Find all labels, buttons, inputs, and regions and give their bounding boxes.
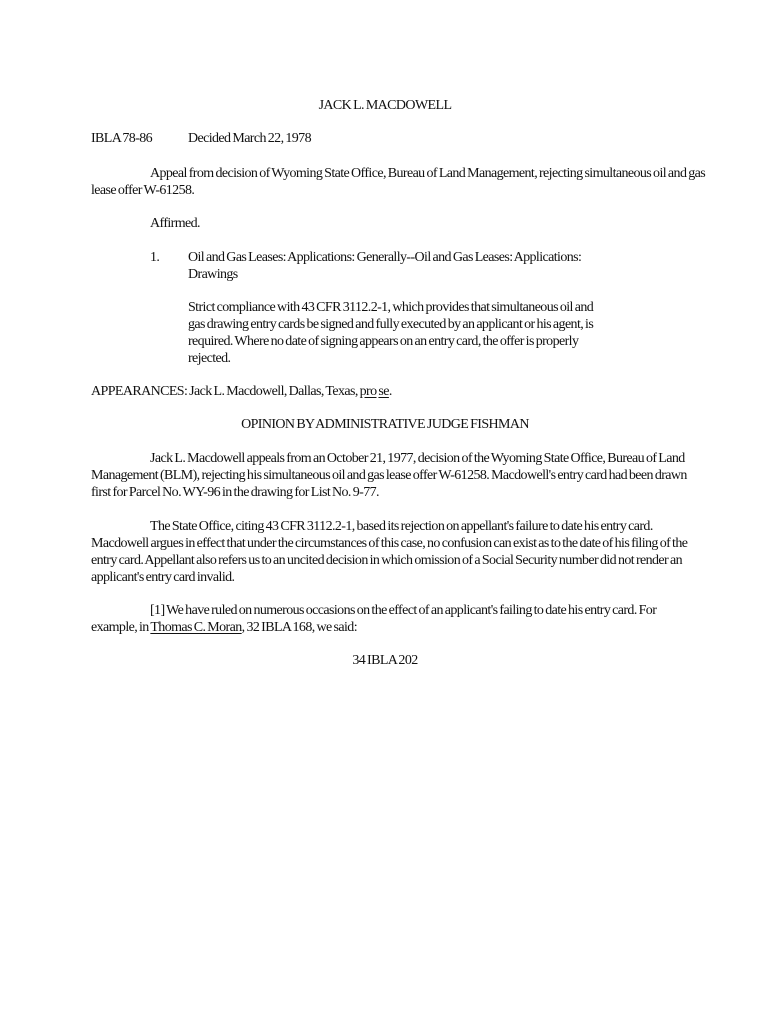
para2-line-1: The State Office, citing 43 CFR 3112.2-1, based its rejection on appellant's failure to date his entry card. xyxy=(150,519,653,534)
para3-suffix: , 32 IBLA 168, we said: xyxy=(241,620,357,635)
para2-line-4: applicant's entry card invalid. xyxy=(91,570,235,585)
para1-line-3: first for Parcel No. WY-96 in the drawing for List No. 9-77. xyxy=(91,485,379,500)
headnote-body-line-3: required. Where no date of signing appears on an entry card, the offer is properly xyxy=(188,334,579,349)
opinion-heading: OPINION BY ADMINISTRATIVE JUDGE FISHMAN xyxy=(241,417,529,432)
appearances xyxy=(91,383,392,400)
case-citation-name: Thomas C. Moran xyxy=(150,620,242,635)
para1-line-1: Jack L. Macdowell appeals from an October 21, 1977, decision of the Wyoming State Office, Bureau of Land xyxy=(150,451,685,466)
headnote-topic-line-2: Drawings xyxy=(188,267,238,282)
case-title: JACK L. MACDOWELL xyxy=(318,98,452,113)
para3-line-2 xyxy=(91,619,357,636)
para3-line-1: [1] We have ruled on numerous occasions on the effect of an applicant's failing to date his entry card. For xyxy=(150,603,657,618)
pro-text: pro xyxy=(359,384,377,399)
headnote-body-line-2: gas drawing entry cards be signed and fully executed by an applicant or his agent, is xyxy=(188,317,594,332)
appearances-text: APPEARANCES: Jack L. Macdowell, Dallas, Texas, xyxy=(91,384,360,399)
headnote-number: 1. xyxy=(150,250,160,265)
decision-date: Decided March 22, 1978 xyxy=(188,131,311,146)
se-text: se xyxy=(378,384,389,399)
headnote-body-line-1: Strict compliance with 43 CFR 3112.2-1, which provides that simultaneous oil and xyxy=(188,300,594,315)
para3-prefix: example, in xyxy=(91,620,151,635)
headnote-body-line-4: rejected. xyxy=(188,351,231,366)
disposition: Affirmed. xyxy=(150,216,200,231)
para1-line-2: Management (BLM), rejecting his simultaneous oil and gas lease offer W-61258. Macdowell's entry card had been drawn xyxy=(91,468,687,483)
page-footer: 34 IBLA 202 xyxy=(352,653,418,668)
docket-number: IBLA 78-86 xyxy=(91,131,153,146)
appeal-line-2: lease offer W-61258. xyxy=(91,183,195,198)
headnote-topic-line-1: Oil and Gas Leases: Applications: Generally--Oil and Gas Leases: Applications: xyxy=(188,250,582,265)
para2-line-3: entry card. Appellant also refers us to an uncited decision in which omission of a Social Security number did not render an xyxy=(91,553,683,568)
para2-line-2: Macdowell argues in effect that under the circumstances of this case, no confusion can exist as to the date of his filing of the xyxy=(91,536,688,551)
appearances-end: . xyxy=(388,384,392,399)
appeal-line-1: Appeal from decision of Wyoming State Office, Bureau of Land Management, rejecting simultaneous oil and gas xyxy=(150,166,706,181)
